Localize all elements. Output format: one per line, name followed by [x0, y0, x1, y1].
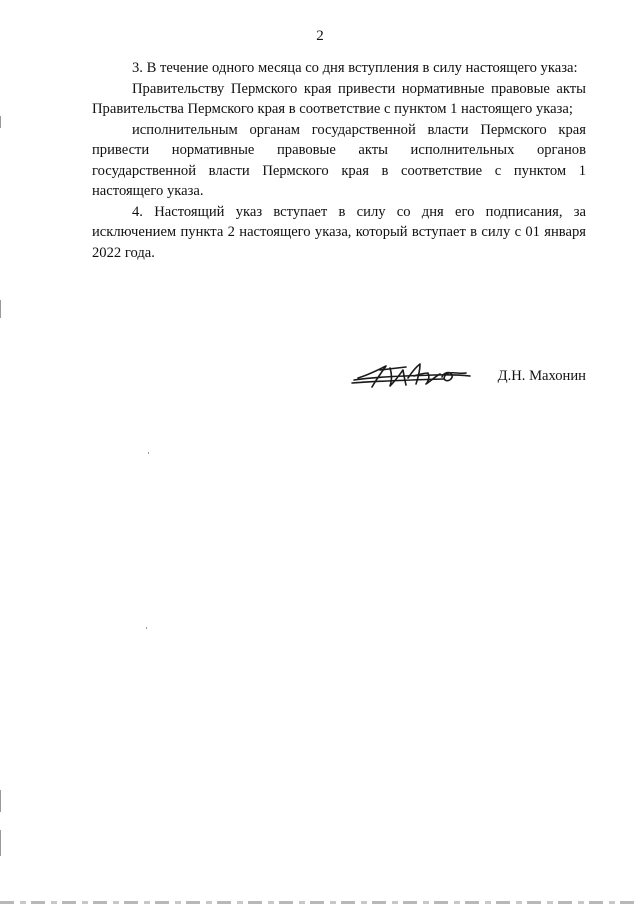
scan-speck: [146, 627, 147, 629]
paragraph-government-instruction: Правительству Пермского края привести нормативные правовые акты Правительства Пермского края в соответствие с пунктом 1 настоящего указа;: [92, 80, 586, 117]
scan-edge-mark: [0, 300, 1, 318]
scan-edge-mark: [0, 116, 1, 128]
handwritten-signature-icon: [348, 356, 476, 394]
page-number: 2: [316, 28, 324, 44]
signature-block: [340, 356, 586, 396]
document-body: [92, 58, 586, 263]
paragraph-executive-bodies-instruction: исполнительным органам государственной власти Пермского края привести нормативные правовые акты исполнительных органов государственной власти Пермского края в соответствие с пунктом 1 настоящего указа.: [92, 121, 586, 199]
scan-bottom-edge: [0, 901, 640, 904]
paragraph-item-4: 4. Настоящий указ вступает в силу со дня его подписания, за исключением пункта 2 настоящего указа, который вступает в силу с 01 января 2022 года.: [92, 203, 586, 261]
scan-speck: [148, 452, 149, 454]
signer-name: Д.Н. Махонин: [497, 368, 586, 384]
scan-edge-mark: [0, 790, 1, 812]
paragraph-item-3: 3. В течение одного месяца со дня вступления в силу настоящего указа:: [132, 60, 578, 76]
scan-edge-mark: [0, 830, 1, 856]
